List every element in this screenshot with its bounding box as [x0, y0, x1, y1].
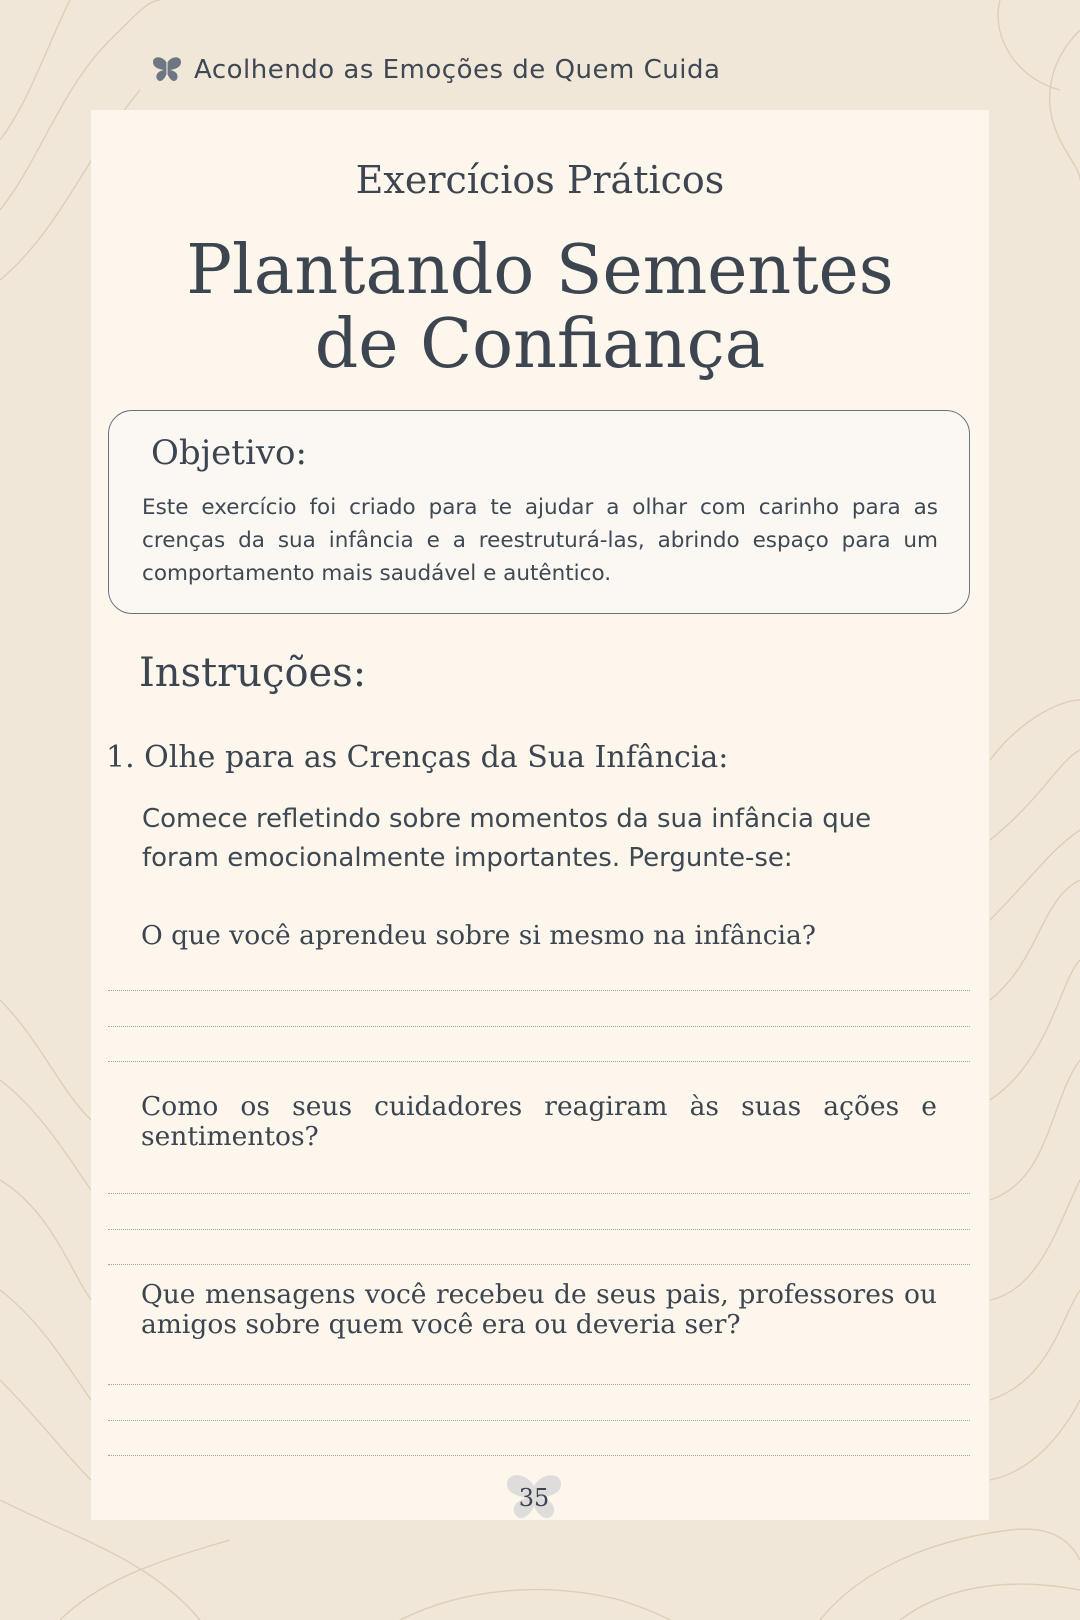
page-title [91, 231, 989, 384]
objective-box [108, 410, 970, 614]
butterfly-icon [150, 53, 184, 87]
answer-line [108, 1193, 970, 1194]
answer-lines-2[interactable] [108, 1193, 970, 1265]
answer-lines-3[interactable] [108, 1384, 970, 1456]
instructions-heading: Instruções: [139, 650, 367, 696]
answer-line [108, 1229, 970, 1230]
answer-line [108, 1264, 970, 1265]
section-subtitle: Exercícios Práticos [355, 158, 725, 202]
answer-line [108, 990, 970, 991]
step-1-title: 1. Olhe para as Crenças da Sua Infância: [106, 740, 729, 775]
objective-text: Este exercício foi criado para te ajudar a olhar com carinho para as crenças da sua infância e a reestruturá-las, abrindo espaço para um comportamento mais saudável e autêntico. [142, 495, 938, 586]
step-1-text: Comece refletindo sobre momentos da sua infância que foram emocionalmente importantes. Pergunte-se: [142, 804, 872, 873]
title-line-1: Plantando Sementes [186, 231, 894, 310]
answer-line [108, 1384, 970, 1385]
answer-line [108, 1455, 970, 1456]
running-header [150, 50, 720, 90]
workbook-page [91, 110, 989, 1520]
page-number-text: 35 [518, 1484, 550, 1512]
answer-line [108, 1026, 970, 1027]
question-2: Como os seus cuidadores reagiram às suas ações e sentimentos? [141, 1091, 937, 1152]
page-number [501, 1470, 567, 1526]
answer-line [108, 1420, 970, 1421]
question-3: Que mensagens você recebeu de seus pais, professores ou amigos sobre quem você era ou deveria ser? [141, 1279, 937, 1340]
title-line-2: de Confiança [314, 305, 766, 384]
question-1: O que você aprendeu sobre si mesmo na infância? [141, 920, 817, 951]
answer-lines-1[interactable] [108, 990, 970, 1062]
objective-label: Objetivo: [151, 433, 307, 473]
header-title: Acolhendo as Emoções de Quem Cuida [194, 55, 721, 85]
answer-line [108, 1061, 970, 1062]
